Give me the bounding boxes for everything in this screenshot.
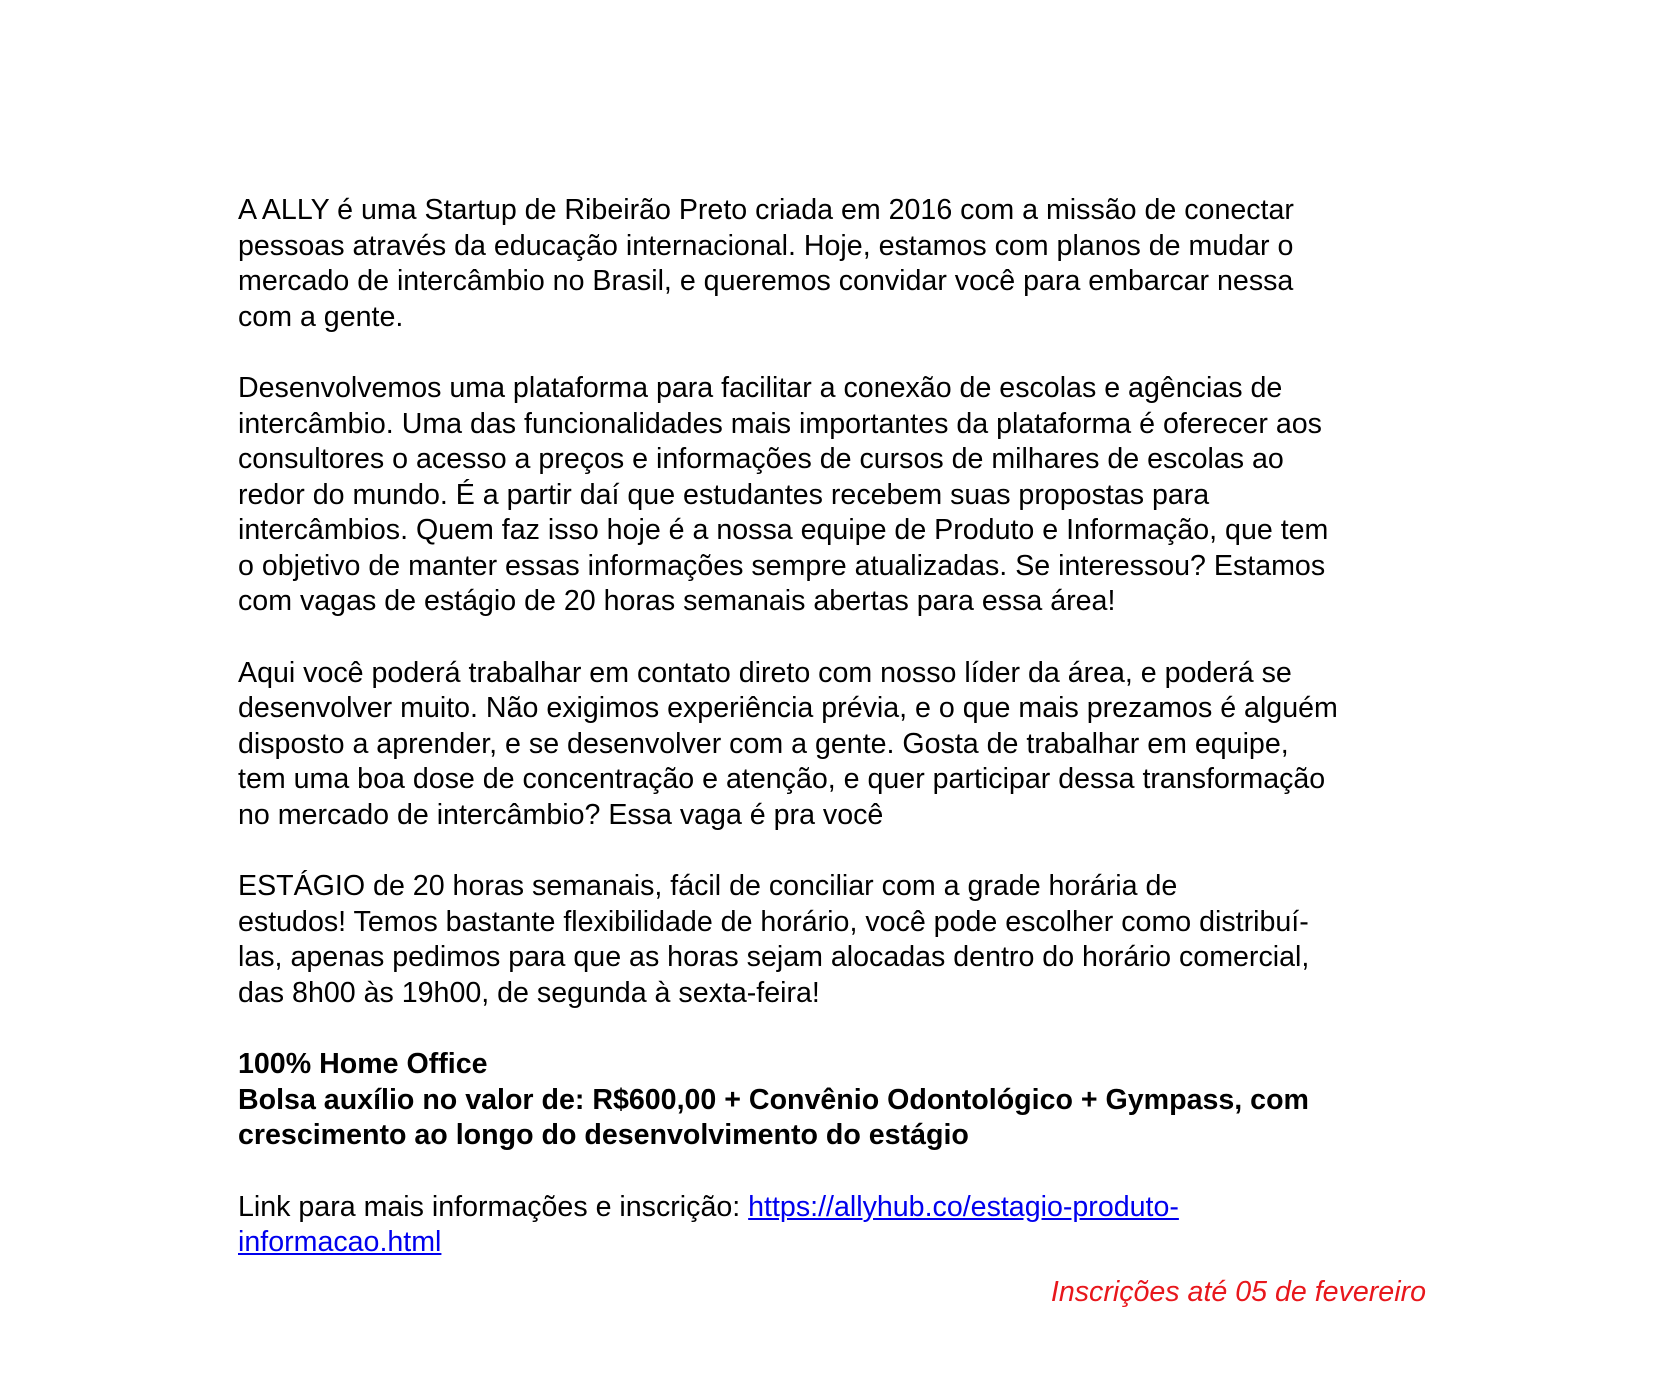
highlights-block bbox=[238, 1047, 1428, 1154]
signup-link-line1[interactable]: https://allyhub.co/estagio-produto- bbox=[748, 1190, 1179, 1223]
intro-paragraph: A ALLY é uma Startup de Ribeirão Preto criada em 2016 com a missão de conectar pessoas através da educação internacional. Hoje, estamos com planos de mudar o mercado de intercâmbio no Brasil, e queremos convidar você para embarcar nessa com a gente. bbox=[238, 194, 1294, 333]
schedule-paragraph: ESTÁGIO de 20 horas semanais, fácil de conciliar com a grade horária de estudos! Temos bastante flexibilidade de horário, você pode escolher como distribuí- las, apenas pedimos para que as horas sejam alocadas dentro do horário comercial, das 8h00 às 19h00, de segunda à sexta-feira! bbox=[238, 870, 1310, 1009]
platform-paragraph: Desenvolvemos uma plataforma para facilitar a conexão de escolas e agências de intercâmbio. Uma das funcionalidades mais importantes da plataforma é oferecer aos consultores o acesso a preços e informações de cursos de milhares de escolas ao redor do mundo. É a partir daí que estudantes recebem suas propostas para intercâmbios. Quem faz isso hoje é a nossa equipe de Produto e Informação, que tem o objetivo de manter essas informações sempre atualizadas. Se interessou? Estamos com vagas de estágio de 20 horas semanais abertas para essa área! bbox=[238, 372, 1329, 617]
opportunity-paragraph: Aqui você poderá trabalhar em contato direto com nosso líder da área, e poderá se desenvolver muito. Não exigimos experiência prévia, e o que mais prezamos é alguém disposto a aprender, e se desenvolver com a gente. Gosta de trabalhar em equipe, tem uma boa dose de concentração e atenção, e quer participar dessa transformação no mercado de intercâmbio? Essa vaga é pra você bbox=[238, 656, 1338, 831]
benefits-line: Bolsa auxílio no valor de: R$600,00 + Convênio Odontológico + Gympass, com crescimento ao longo do desenvolvimento do estágio bbox=[238, 1083, 1309, 1151]
link-paragraph bbox=[238, 1190, 1428, 1261]
signup-link-line2[interactable]: informacao.html bbox=[238, 1226, 442, 1258]
home-office-line: 100% Home Office bbox=[238, 1048, 488, 1080]
document-body bbox=[238, 193, 1428, 1261]
link-label: Link para mais informações e inscrição: bbox=[238, 1190, 749, 1223]
deadline-note: Inscrições até 05 de fevereiro bbox=[1050, 1276, 1426, 1308]
